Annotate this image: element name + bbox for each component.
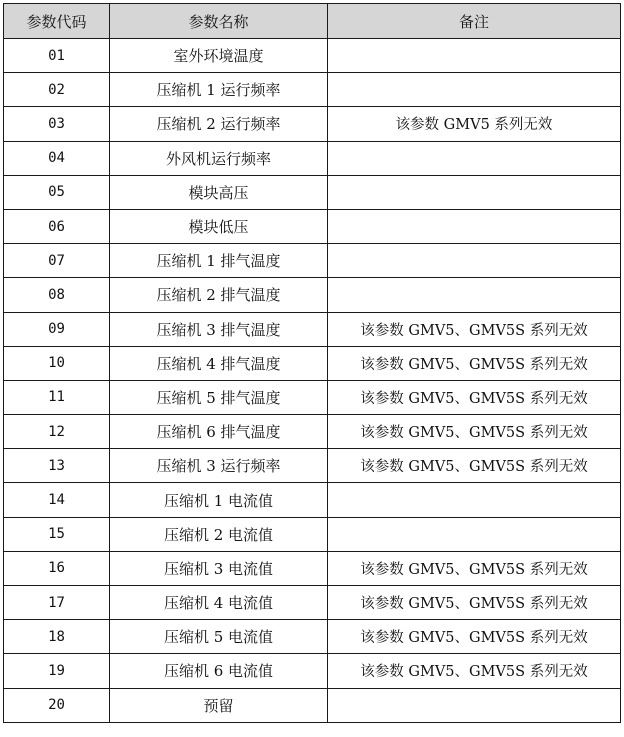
table-row	[4, 244, 621, 278]
table-row	[4, 415, 621, 449]
table-row	[4, 278, 621, 312]
note-cell: 该参数 GMV5、GMV5S 系列无效	[328, 346, 621, 380]
param-name-cell: 压缩机 3 电流值	[110, 551, 328, 585]
param-name-cell: 压缩机 1 排气温度	[110, 244, 328, 278]
note-cell: 该参数 GMV5、GMV5S 系列无效	[328, 449, 621, 483]
param-code-cell: 05	[4, 175, 110, 209]
param-name-cell: 压缩机 3 运行频率	[110, 449, 328, 483]
note-cell	[328, 688, 621, 722]
param-name-cell: 预留	[110, 688, 328, 722]
param-name-cell: 压缩机 1 运行频率	[110, 73, 328, 107]
param-name-cell: 压缩机 6 电流值	[110, 654, 328, 688]
table-row	[4, 380, 621, 414]
note-cell	[328, 244, 621, 278]
header-note: 备注	[328, 4, 621, 39]
table-row	[4, 175, 621, 209]
param-code-cell: 04	[4, 141, 110, 175]
param-code-cell: 13	[4, 449, 110, 483]
table-row	[4, 39, 621, 73]
param-code-cell: 02	[4, 73, 110, 107]
note-cell: 该参数 GMV5、GMV5S 系列无效	[328, 551, 621, 585]
header-row	[4, 4, 621, 39]
table-row	[4, 620, 621, 654]
header-param-code: 参数代码	[4, 4, 110, 39]
table-row	[4, 483, 621, 517]
param-name-cell: 压缩机 5 电流值	[110, 620, 328, 654]
param-code-cell: 19	[4, 654, 110, 688]
param-name-cell: 压缩机 1 电流值	[110, 483, 328, 517]
note-cell	[328, 39, 621, 73]
param-code-cell: 14	[4, 483, 110, 517]
param-name-cell: 压缩机 2 排气温度	[110, 278, 328, 312]
table-row	[4, 141, 621, 175]
note-cell: 该参数 GMV5、GMV5S 系列无效	[328, 586, 621, 620]
note-cell: 该参数 GMV5、GMV5S 系列无效	[328, 654, 621, 688]
param-name-cell: 压缩机 5 排气温度	[110, 380, 328, 414]
note-cell	[328, 73, 621, 107]
param-name-cell: 压缩机 2 电流值	[110, 517, 328, 551]
note-cell	[328, 141, 621, 175]
param-code-cell: 08	[4, 278, 110, 312]
table-row	[4, 107, 621, 141]
table-row	[4, 688, 621, 722]
table-row	[4, 551, 621, 585]
param-code-cell: 12	[4, 415, 110, 449]
note-cell	[328, 517, 621, 551]
param-name-cell: 外风机运行频率	[110, 141, 328, 175]
table-row	[4, 449, 621, 483]
param-name-cell: 压缩机 6 排气温度	[110, 415, 328, 449]
param-name-cell: 模块高压	[110, 175, 328, 209]
param-code-cell: 11	[4, 380, 110, 414]
param-code-cell: 09	[4, 312, 110, 346]
table-row	[4, 586, 621, 620]
param-code-cell: 07	[4, 244, 110, 278]
param-code-cell: 20	[4, 688, 110, 722]
parameter-table	[3, 3, 621, 723]
table-row	[4, 209, 621, 243]
param-name-cell: 室外环境温度	[110, 39, 328, 73]
param-code-cell: 10	[4, 346, 110, 380]
param-code-cell: 06	[4, 209, 110, 243]
table-body	[4, 39, 621, 723]
note-cell: 该参数 GMV5、GMV5S 系列无效	[328, 312, 621, 346]
note-cell: 该参数 GMV5、GMV5S 系列无效	[328, 620, 621, 654]
table-row	[4, 312, 621, 346]
param-code-cell: 01	[4, 39, 110, 73]
note-cell: 该参数 GMV5、GMV5S 系列无效	[328, 415, 621, 449]
param-name-cell: 模块低压	[110, 209, 328, 243]
header-param-name: 参数名称	[110, 4, 328, 39]
note-cell	[328, 175, 621, 209]
table-row	[4, 346, 621, 380]
note-cell: 该参数 GMV5、GMV5S 系列无效	[328, 380, 621, 414]
param-code-cell: 03	[4, 107, 110, 141]
param-name-cell: 压缩机 3 排气温度	[110, 312, 328, 346]
table-header	[4, 4, 621, 39]
table-row	[4, 654, 621, 688]
param-name-cell: 压缩机 4 电流值	[110, 586, 328, 620]
parameter-table-container	[3, 3, 621, 723]
param-code-cell: 16	[4, 551, 110, 585]
table-row	[4, 517, 621, 551]
note-cell: 该参数 GMV5 系列无效	[328, 107, 621, 141]
param-name-cell: 压缩机 2 运行频率	[110, 107, 328, 141]
note-cell	[328, 278, 621, 312]
param-code-cell: 15	[4, 517, 110, 551]
note-cell	[328, 209, 621, 243]
param-name-cell: 压缩机 4 排气温度	[110, 346, 328, 380]
param-code-cell: 18	[4, 620, 110, 654]
table-row	[4, 73, 621, 107]
param-code-cell: 17	[4, 586, 110, 620]
note-cell	[328, 483, 621, 517]
